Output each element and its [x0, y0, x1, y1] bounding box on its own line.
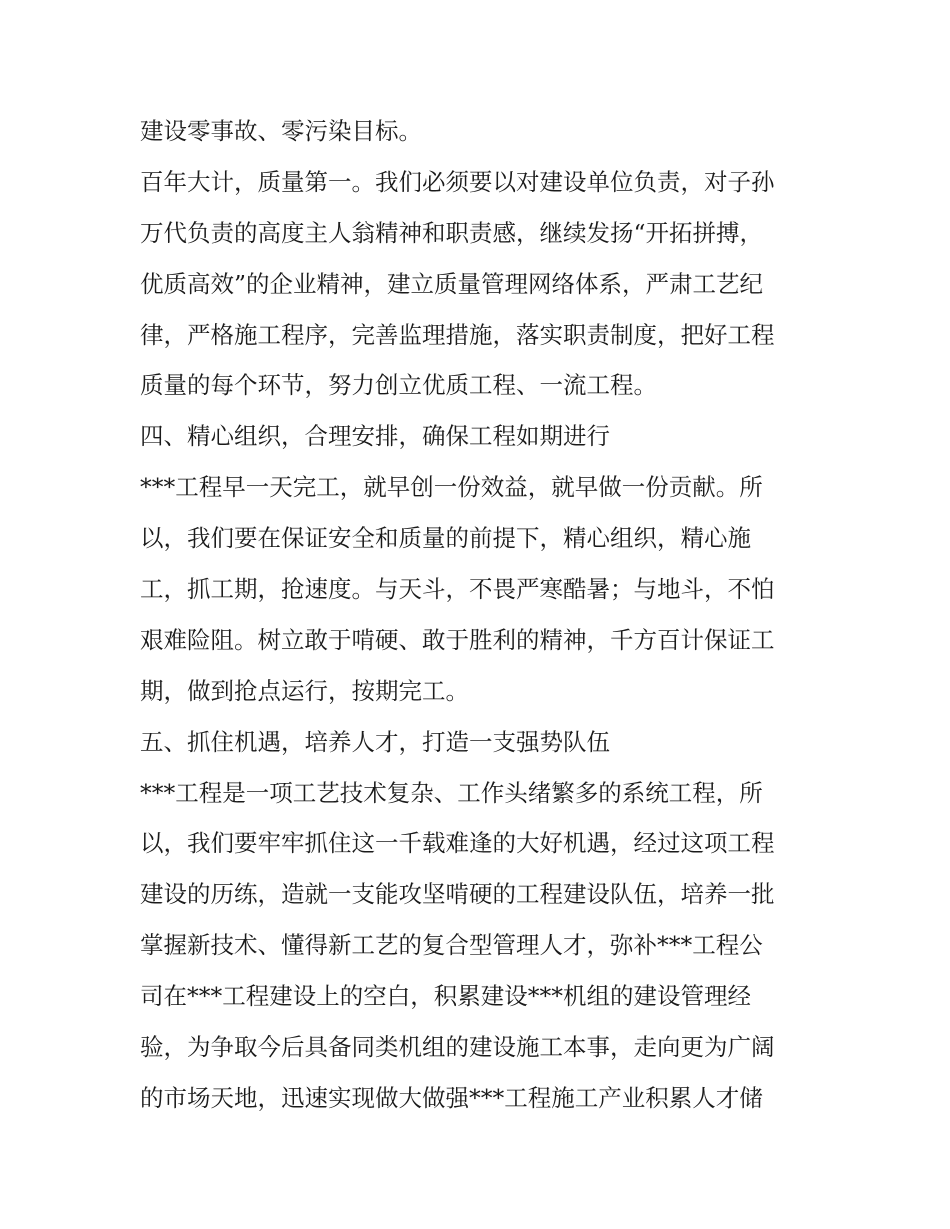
- text-line: 艰难险阻。树立敢于啃硬、敢于胜利的精神，千方百计保证工: [140, 625, 775, 654]
- body-text: [140, 106, 820, 1124]
- text-line: 掌握新技术、懂得新工艺的复合型管理人才，弥补***工程公: [140, 931, 763, 960]
- text-line: ***工程是一项工艺技术复杂、工作头绪繁多的系统工程，所: [140, 778, 763, 807]
- text-line: 建设零事故、零污染目标。: [140, 117, 422, 145]
- text-line: 以，我们要在保证安全和质量的前提下，精心组织，精心施: [140, 524, 751, 553]
- text-line: 验，为争取今后具备同类机组的建设施工本事，走向更为广阔: [140, 1033, 775, 1062]
- section-heading: 五、抓住机遇，培养人才，打造一支强势队伍: [140, 727, 610, 756]
- text-line: ***工程早一天完工，就早创一份效益，就早做一份贡献。所: [140, 473, 763, 502]
- text-line: 百年大计，质量第一。我们必须要以对建设单位负责，对子孙: [140, 167, 775, 196]
- text-line: 的市场天地，迅速实现做大做强***工程施工产业积累人才储: [140, 1083, 763, 1112]
- text-line: 质量的每个环节，努力创立优质工程、一流工程。: [140, 371, 657, 400]
- section-heading: 四、精心组织，合理安排，确保工程如期进行: [140, 422, 610, 451]
- text-line: 司在***工程建设上的空白，积累建设***机组的建设管理经: [140, 982, 751, 1011]
- text-line: 期，做到抢点运行，按期完工。: [140, 676, 469, 705]
- text-line: 工，抓工期，抢速度。与天斗，不畏严寒酷暑；与地斗，不怕: [140, 575, 775, 604]
- text-line: 建设的历练，造就一支能攻坚啃硬的工程建设队伍，培养一批: [140, 880, 775, 909]
- text-line: 律，严格施工程序，完善监理措施，落实职责制度，把好工程: [140, 320, 775, 349]
- text-line: 万代负责的高度主人翁精神和职责感，继续发扬“开拓拼搏，: [140, 218, 764, 247]
- text-line: 以，我们要牢牢抓住这一千载难逢的大好机遇，经过这项工程: [140, 829, 775, 858]
- text-line: 优质高效”的企业精神，建立质量管理网络体系，严肃工艺纪: [140, 269, 764, 298]
